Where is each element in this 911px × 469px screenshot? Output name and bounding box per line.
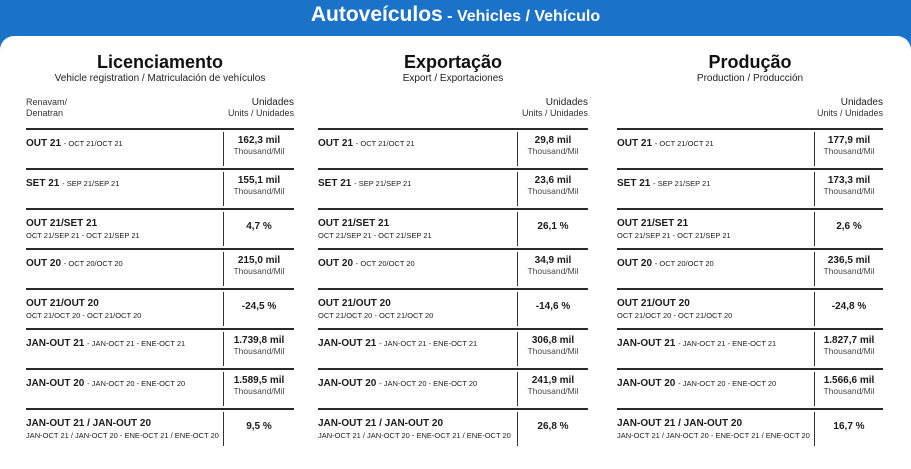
row-label: [26, 338, 185, 350]
table-row: [318, 408, 588, 448]
panel-subtitle: Export / Exportaciones: [402, 73, 504, 84]
units-label: Unidades: [545, 97, 588, 108]
column-divider: [223, 412, 224, 446]
units-sublabel: Units / Unidades: [521, 108, 588, 118]
column-divider: [517, 372, 518, 406]
row-value: -24,8 %: [831, 301, 867, 312]
row-value-cell: [226, 422, 292, 432]
row-period-translation: JAN-OCT 21 / JAN-OCT 20 - ENE-OCT 21 / ENE-OCT 20: [318, 431, 511, 440]
table-row: [617, 288, 883, 328]
row-period: OUT 21: [617, 138, 653, 149]
table-row: [26, 328, 294, 368]
row-value: 177,9 mil: [827, 135, 871, 146]
row-value: 236,5 mil: [827, 255, 871, 266]
data-source: [26, 97, 67, 119]
row-value-cell: [520, 136, 586, 156]
row-value-cell: [226, 136, 292, 156]
row-value-cell: [226, 336, 292, 356]
row-period: OUT 21/SET 21: [26, 218, 98, 229]
column-divider: [223, 212, 224, 246]
table-row: [318, 248, 588, 288]
row-value: 9,5 %: [246, 421, 272, 432]
row-label: [617, 218, 731, 242]
row-label: [26, 218, 140, 242]
table-row: [26, 408, 294, 448]
column-divider: [814, 292, 815, 326]
row-unit: Thousand/Mil: [527, 346, 579, 356]
row-value: 1.566,6 mil: [823, 375, 875, 386]
panel-licenciamento: [26, 52, 294, 469]
row-value: 155,1 mil: [237, 175, 281, 186]
units-header: [817, 97, 883, 119]
table-row: [617, 128, 883, 168]
row-label: [318, 418, 511, 442]
data-source-line2: Denatran: [26, 108, 64, 118]
row-period: OUT 21/SET 21: [318, 218, 390, 229]
row-value-cell: [817, 336, 881, 356]
row-value: 16,7 %: [833, 421, 865, 432]
panel-title: Exportação: [403, 52, 503, 72]
row-period-translation: - OCT 20/OCT 20: [63, 259, 123, 268]
row-label: [26, 178, 119, 190]
row-period: OUT 20: [318, 258, 354, 269]
row-period-translation: - JAN-OCT 20 - ENE-OCT 20: [678, 379, 777, 388]
column-divider: [223, 292, 224, 326]
row-value: -14,6 %: [535, 301, 571, 312]
column-divider: [517, 212, 518, 246]
row-period: JAN-OUT 21: [617, 338, 676, 349]
row-value-cell: [817, 422, 881, 432]
row-value-cell: [226, 222, 292, 232]
row-period-translation: - OCT 21/OCT 21: [63, 139, 123, 148]
row-label: [617, 258, 714, 270]
row-unit: Thousand/Mil: [823, 186, 875, 196]
row-period-translation: - JAN-OCT 20 - ENE-OCT 20: [87, 379, 186, 388]
table-row: [318, 168, 588, 208]
row-period: OUT 21/SET 21: [617, 218, 689, 229]
row-unit: Thousand/Mil: [823, 146, 875, 156]
row-value-cell: [817, 376, 881, 396]
row-period-translation: JAN-OCT 21 / JAN-OCT 20 - ENE-OCT 21 / ENE-OCT 20: [617, 431, 810, 440]
row-value: -24,5 %: [241, 301, 277, 312]
units-header: [522, 97, 588, 119]
row-value: 4,7 %: [246, 221, 272, 232]
row-period: OUT 21: [318, 138, 354, 149]
row-period: SET 21: [26, 178, 60, 189]
units-header: [228, 97, 294, 119]
table-row: [26, 248, 294, 288]
column-divider: [814, 132, 815, 166]
row-period: OUT 20: [26, 258, 62, 269]
row-label: [26, 138, 123, 150]
row-unit: Thousand/Mil: [233, 266, 285, 276]
row-unit: Thousand/Mil: [823, 266, 875, 276]
column-divider: [814, 412, 815, 446]
row-label: [26, 258, 123, 270]
panel-producao: [617, 52, 883, 469]
row-value: 29,8 mil: [534, 135, 572, 146]
column-divider: [517, 252, 518, 286]
row-period-translation: - SEP 21/SEP 21: [354, 179, 412, 188]
row-label: [26, 378, 185, 390]
row-period-translation: - JAN-OCT 21 - ENE-OCT 21: [678, 339, 777, 348]
page-title: Autoveículos: [310, 3, 443, 26]
units-sublabel: Units / Unidades: [816, 108, 883, 118]
row-period: SET 21: [318, 178, 352, 189]
row-label: [318, 138, 415, 150]
column-divider: [814, 212, 815, 246]
row-value-cell: [817, 176, 881, 196]
panel-exportacao: [318, 52, 588, 469]
row-value: 26,1 %: [537, 221, 569, 232]
title-separator: -: [447, 8, 453, 25]
row-unit: Thousand/Mil: [527, 266, 579, 276]
row-value-cell: [817, 302, 881, 312]
column-divider: [814, 252, 815, 286]
row-period-translation: OCT 21/SEP 21 - OCT 21/SEP 21: [617, 231, 731, 240]
table-row: [318, 128, 588, 168]
row-label: [617, 138, 714, 150]
row-value-cell: [817, 256, 881, 276]
row-unit: Thousand/Mil: [527, 386, 579, 396]
column-divider: [814, 172, 815, 206]
row-label: [318, 378, 477, 390]
table-row: [617, 368, 883, 408]
column-header: [26, 97, 294, 125]
panel-title: Produção: [708, 52, 792, 72]
row-unit: Thousand/Mil: [527, 186, 579, 196]
row-unit: Thousand/Mil: [233, 346, 285, 356]
data-table: [26, 128, 294, 448]
row-period-translation: OCT 21/SEP 21 - OCT 21/SEP 21: [26, 231, 140, 240]
data-table: [318, 128, 588, 448]
row-value: 241,9 mil: [531, 375, 575, 386]
row-unit: Thousand/Mil: [233, 186, 285, 196]
table-row: [318, 208, 588, 248]
column-divider: [223, 332, 224, 366]
row-period-translation: - SEP 21/SEP 21: [62, 179, 120, 188]
row-value-cell: [520, 176, 586, 196]
column-divider: [223, 252, 224, 286]
column-divider: [814, 372, 815, 406]
row-label: [617, 178, 710, 190]
panel-subtitle: Production / Producción: [696, 73, 804, 84]
row-label: [26, 418, 219, 442]
row-value-cell: [226, 256, 292, 276]
row-period: JAN-OUT 21 / JAN-OUT 20: [617, 418, 743, 429]
table-row: [26, 368, 294, 408]
row-period-translation: - SEP 21/SEP 21: [653, 179, 711, 188]
row-period-translation: - OCT 21/OCT 21: [355, 139, 415, 148]
column-divider: [517, 412, 518, 446]
row-label: [617, 418, 810, 442]
row-period-translation: OCT 21/SEP 21 - OCT 21/SEP 21: [318, 231, 432, 240]
row-label: [26, 298, 141, 322]
column-header: [318, 97, 588, 125]
row-value-cell: [520, 422, 586, 432]
row-period: OUT 21/OUT 20: [26, 298, 99, 309]
row-value-cell: [817, 136, 881, 156]
row-value-cell: [520, 302, 586, 312]
row-value: 26,8 %: [537, 421, 569, 432]
row-value-cell: [226, 176, 292, 196]
row-period-translation: JAN-OCT 21 / JAN-OCT 20 - ENE-OCT 21 / ENE-OCT 20: [26, 431, 219, 440]
row-period: JAN-OUT 20: [318, 378, 377, 389]
row-value-cell: [520, 376, 586, 396]
table-row: [318, 328, 588, 368]
column-divider: [517, 332, 518, 366]
row-value: 1.827,7 mil: [823, 335, 875, 346]
row-value-cell: [226, 302, 292, 312]
row-period: JAN-OUT 21: [318, 338, 377, 349]
row-value-cell: [520, 222, 586, 232]
table-row: [26, 208, 294, 248]
row-period-translation: - OCT 21/OCT 21: [654, 139, 714, 148]
row-period: OUT 21/OUT 20: [318, 298, 391, 309]
column-divider: [223, 172, 224, 206]
row-period: OUT 20: [617, 258, 653, 269]
row-unit: Thousand/Mil: [527, 146, 579, 156]
data-source-line1: Renavam/: [26, 97, 68, 107]
row-unit: Thousand/Mil: [823, 346, 875, 356]
table-row: [617, 168, 883, 208]
row-period-translation: OCT 21/OCT 20 - OCT 21/OCT 20: [26, 311, 142, 320]
row-period-translation: OCT 21/OCT 20 - OCT 21/OCT 20: [318, 311, 434, 320]
row-period: JAN-OUT 20: [26, 378, 85, 389]
row-period: OUT 21: [26, 138, 62, 149]
data-table: [617, 128, 883, 448]
row-period: JAN-OUT 21: [26, 338, 85, 349]
row-value: 215,0 mil: [237, 255, 281, 266]
table-row: [617, 408, 883, 448]
table-row: [318, 288, 588, 328]
row-value: 2,6 %: [836, 221, 862, 232]
column-divider: [517, 172, 518, 206]
row-value: 34,9 mil: [534, 255, 572, 266]
row-period-translation: - OCT 20/OCT 20: [355, 259, 415, 268]
units-sublabel: Units / Unidades: [227, 108, 294, 118]
row-value: 306,8 mil: [531, 335, 575, 346]
row-period: JAN-OUT 21 / JAN-OUT 20: [318, 418, 444, 429]
page-header: [0, 0, 911, 36]
row-period: JAN-OUT 20: [617, 378, 676, 389]
table-row: [318, 368, 588, 408]
panel-subtitle: Vehicle registration / Matriculación de vehículos: [54, 73, 266, 84]
row-unit: Thousand/Mil: [233, 146, 285, 156]
units-label: Unidades: [251, 97, 294, 108]
row-value: 1.589,5 mil: [233, 375, 285, 386]
units-label: Unidades: [840, 97, 883, 108]
row-period: JAN-OUT 21 / JAN-OUT 20: [26, 418, 152, 429]
row-value: 1.739,8 mil: [233, 335, 285, 346]
row-value-cell: [817, 222, 881, 232]
table-row: [26, 168, 294, 208]
table-row: [617, 208, 883, 248]
row-period-translation: - OCT 20/OCT 20: [654, 259, 714, 268]
row-period-translation: - JAN-OCT 21 - ENE-OCT 21: [87, 339, 186, 348]
table-row: [617, 248, 883, 288]
row-period: OUT 21/OUT 20: [617, 298, 690, 309]
row-value-cell: [520, 336, 586, 356]
table-row: [26, 128, 294, 168]
row-value: 23,6 mil: [534, 175, 572, 186]
row-label: [318, 298, 433, 322]
column-divider: [223, 132, 224, 166]
row-period-translation: - JAN-OCT 20 - ENE-OCT 20: [379, 379, 478, 388]
page-subtitle: Vehicles / Vehículo: [456, 8, 601, 25]
row-label: [617, 378, 776, 390]
row-label: [318, 218, 432, 242]
row-unit: Thousand/Mil: [823, 386, 875, 396]
table-row: [26, 288, 294, 328]
column-divider: [517, 292, 518, 326]
row-period-translation: OCT 21/OCT 20 - OCT 21/OCT 20: [617, 311, 733, 320]
row-value-cell: [520, 256, 586, 276]
column-header: [617, 97, 883, 125]
row-label: [617, 298, 732, 322]
row-label: [318, 178, 411, 190]
row-value-cell: [226, 376, 292, 396]
row-value: 162,3 mil: [237, 135, 281, 146]
row-period: SET 21: [617, 178, 651, 189]
column-divider: [517, 132, 518, 166]
column-divider: [223, 372, 224, 406]
row-label: [617, 338, 776, 350]
row-period-translation: - JAN-OCT 21 - ENE-OCT 21: [379, 339, 478, 348]
row-label: [318, 338, 477, 350]
row-value: 173,3 mil: [827, 175, 871, 186]
row-unit: Thousand/Mil: [233, 386, 285, 396]
row-label: [318, 258, 415, 270]
column-divider: [814, 332, 815, 366]
panel-title: Licenciamento: [96, 52, 224, 72]
table-row: [617, 328, 883, 368]
